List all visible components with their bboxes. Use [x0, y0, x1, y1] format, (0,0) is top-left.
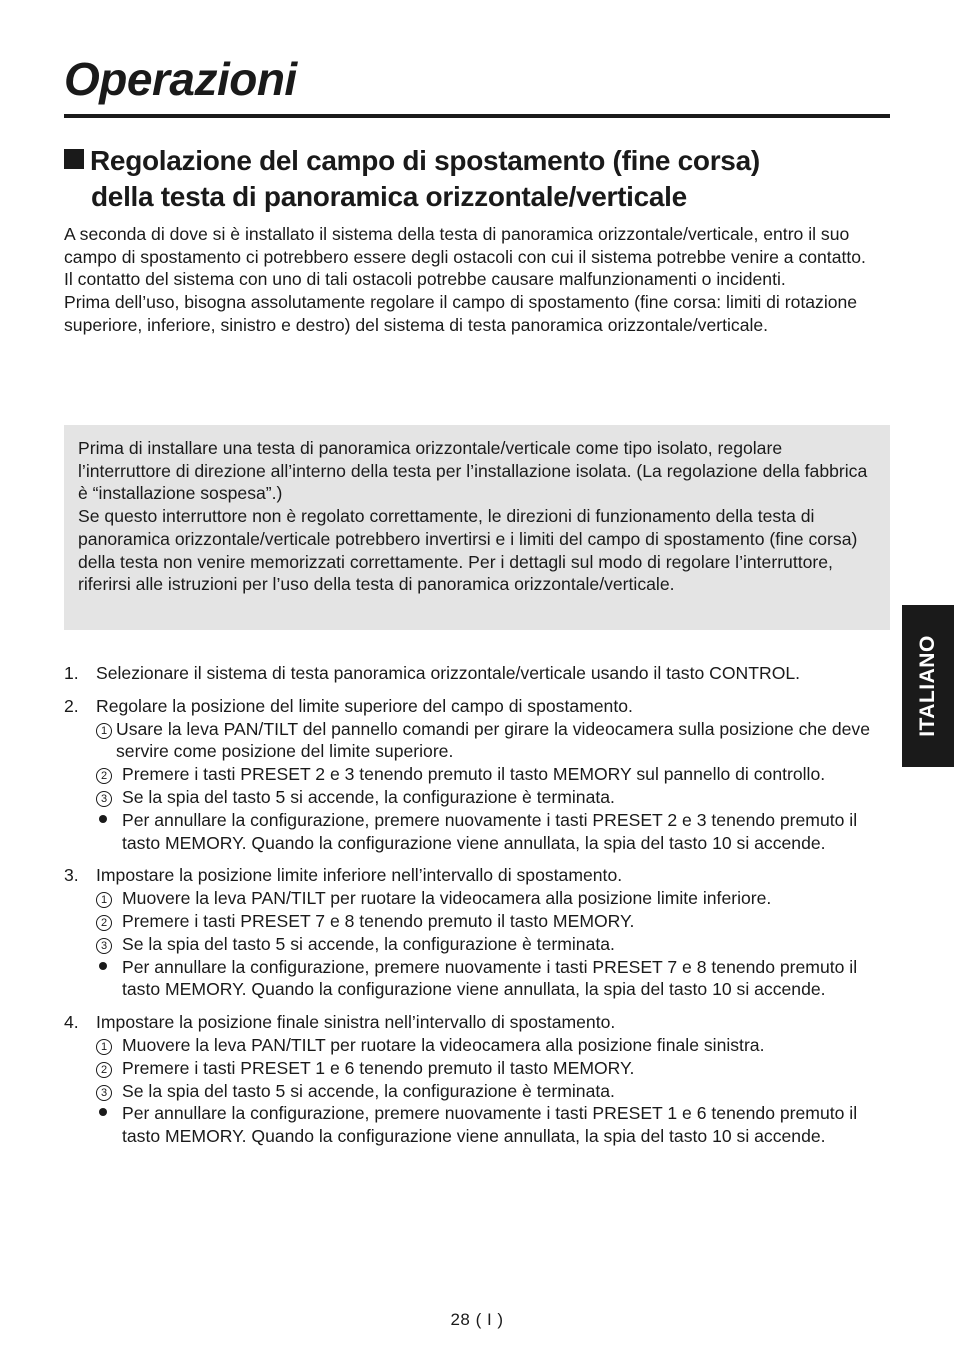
substep-text: Premere i tasti PRESET 7 e 8 tenendo premuto il tasto MEMORY. — [122, 910, 635, 931]
substep-3 — [96, 786, 894, 809]
step-text: Impostare la posizione limite inferiore nell’intervallo di spostamento. — [96, 865, 623, 886]
step-1 — [64, 662, 894, 685]
step-text: Selezionare il sistema di testa panoramica orizzontale/verticale usando il tasto CONTROL. — [96, 663, 801, 683]
page-number: 28 ( I ) — [450, 1310, 504, 1329]
substep-note-text: Per annullare la configurazione, premere nuovamente i tasti PRESET 1 e 6 tenendo premuto il tasto MEMORY. Quando la configurazione viene annullata, la spia del tasto 10 si accende. — [122, 1103, 858, 1147]
circled-number-icon: 1 — [96, 892, 112, 908]
bullet-dot-icon — [99, 815, 107, 823]
substep-1 — [96, 718, 894, 764]
section-heading-line2: della testa di panoramica orizzontale/verticale — [91, 181, 687, 212]
section-heading — [64, 143, 894, 215]
square-bullet-icon — [64, 149, 84, 169]
substep-note — [96, 809, 894, 855]
circled-number-icon: 3 — [96, 938, 112, 954]
circled-number-icon: 3 — [96, 791, 112, 807]
step-number: 3. — [64, 865, 79, 886]
substep-note-text: Per annullare la configurazione, premere nuovamente i tasti PRESET 7 e 8 tenendo premuto il tasto MEMORY. Quando la configurazione viene annullata, la spia del tasto 10 si accende. — [122, 956, 858, 1000]
substep-text: Se la spia del tasto 5 si accende, la configurazione è terminata. — [122, 786, 615, 807]
step-number: 1. — [64, 663, 79, 683]
circled-number-icon: 2 — [96, 1062, 112, 1078]
intro-text — [64, 223, 894, 337]
substep-3 — [96, 1080, 894, 1103]
intro-paragraph-1: A seconda di dove si è installato il sistema della testa di panoramica orizzontale/verticale, entro il suo campo di spostamento ci potrebbero essere degli ostacoli con cui il sistema potrebbe venire a contatto. — [64, 224, 866, 267]
substep-text: Premere i tasti PRESET 1 e 6 tenendo premuto il tasto MEMORY. — [122, 1057, 635, 1078]
bullet-dot-icon — [99, 962, 107, 970]
substep-text: Usare la leva PAN/TILT del pannello comandi per girare la videocamera sulla posizione che deve servire come posizione del limite superiore. — [116, 718, 871, 762]
substep-1 — [96, 887, 894, 910]
note-paragraph-2: Se questo interruttore non è regolato correttamente, le direzioni di funzionamento della testa di panoramica orizzontale/verticale potrebbero invertirsi e i limiti del campo di spostamento (fine corsa) della testa non venire memorizzati correttamente. Per i dettagli sul modo di regolare l’interruttore, riferirsi alle istruzioni per l’uso della testa di panoramica orizzontale/verticale. — [78, 506, 858, 595]
title-rule — [64, 114, 890, 118]
page-title: Operazioni — [64, 53, 297, 105]
language-label: ITALIANO — [916, 635, 939, 737]
step-3 — [64, 864, 894, 1001]
substep-text: Premere i tasti PRESET 2 e 3 tenendo premuto il tasto MEMORY sul pannello di controllo. — [122, 764, 826, 785]
circled-number-icon: 2 — [96, 768, 112, 784]
intro-paragraph-3: Prima dell’uso, bisogna assolutamente regolare il campo di spostamento (fine corsa: limiti di rotazione superiore, inferiore, sinistro e destro) del sistema di testa panoramica orizzontale/verticale. — [64, 292, 858, 335]
step-4 — [64, 1011, 894, 1148]
substep-2 — [96, 910, 894, 933]
substep-3 — [96, 933, 894, 956]
circled-number-icon: 1 — [96, 1039, 112, 1055]
circled-number-icon: 3 — [96, 1085, 112, 1101]
note-paragraph-1: Prima di installare una testa di panoramica orizzontale/verticale come tipo isolato, regolare l’interruttore di direzione all’interno della testa per l’installazione isolata. (La regolazione della fabbrica è “installazione sospesa”.) — [78, 438, 868, 504]
substep-2 — [96, 1057, 894, 1080]
language-side-tab — [902, 605, 954, 767]
substep-text: Muovere la leva PAN/TILT per ruotare la videocamera alla posizione limite inferiore. — [122, 888, 772, 909]
step-number: 4. — [64, 1012, 79, 1033]
intro-paragraph-2: Il contatto del sistema con uno di tali ostacoli potrebbe causare malfunzionamenti o incidenti. — [64, 269, 786, 290]
step-number: 2. — [64, 695, 79, 716]
step-2 — [64, 695, 894, 855]
substep-text: Se la spia del tasto 5 si accende, la configurazione è terminata. — [122, 1080, 615, 1101]
substep-note-text: Per annullare la configurazione, premere nuovamente i tasti PRESET 2 e 3 tenendo premuto il tasto MEMORY. Quando la configurazione viene annullata, la spia del tasto 10 si accende. — [122, 809, 858, 853]
substep-note — [96, 1102, 894, 1148]
bullet-dot-icon — [99, 1108, 107, 1116]
note-box — [64, 425, 890, 630]
section-heading-line1: Regolazione del campo di spostamento (fine corsa) — [90, 145, 760, 176]
circled-number-icon: 2 — [96, 915, 112, 931]
substep-note — [96, 956, 894, 1002]
step-text: Impostare la posizione finale sinistra nell’intervallo di spostamento. — [96, 1012, 616, 1033]
steps-list — [64, 662, 894, 1158]
substep-2 — [96, 763, 894, 786]
substep-1 — [96, 1034, 894, 1057]
substep-text: Se la spia del tasto 5 si accende, la configurazione è terminata. — [122, 933, 615, 954]
substep-text: Muovere la leva PAN/TILT per ruotare la videocamera alla posizione finale sinistra. — [122, 1034, 765, 1055]
step-text: Regolare la posizione del limite superiore del campo di spostamento. — [96, 695, 633, 716]
circled-number-icon: 1 — [96, 723, 112, 739]
